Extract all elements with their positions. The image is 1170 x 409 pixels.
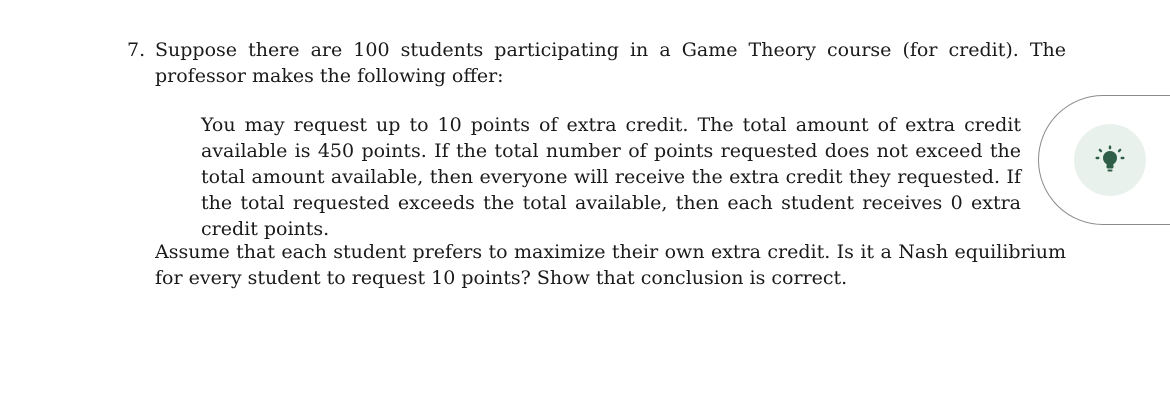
problem-question: Assume that each student prefers to maximize their own extra credit. Is it a Nash equilibrium for every student to request 10 points? Show that conclusion is correct. [155, 241, 1066, 289]
problem-number: 7. [127, 39, 146, 61]
lightbulb-icon [1093, 143, 1127, 177]
hint-button[interactable] [1038, 95, 1170, 225]
offer-quote: You may request up to 10 points of extra credit. The total amount of extra credit available is 450 points. If the total number of points requested does not exceed the total amount available, then everyone will receive the extra credit they requested. If the total requested exceeds the total available, then each student receives 0 extra credit points. [201, 114, 1021, 240]
problem-intro: Suppose there are 100 students participating in a Game Theory course (for credit). The professor makes the following offer: [155, 39, 1066, 87]
hint-icon-circle [1074, 124, 1146, 196]
